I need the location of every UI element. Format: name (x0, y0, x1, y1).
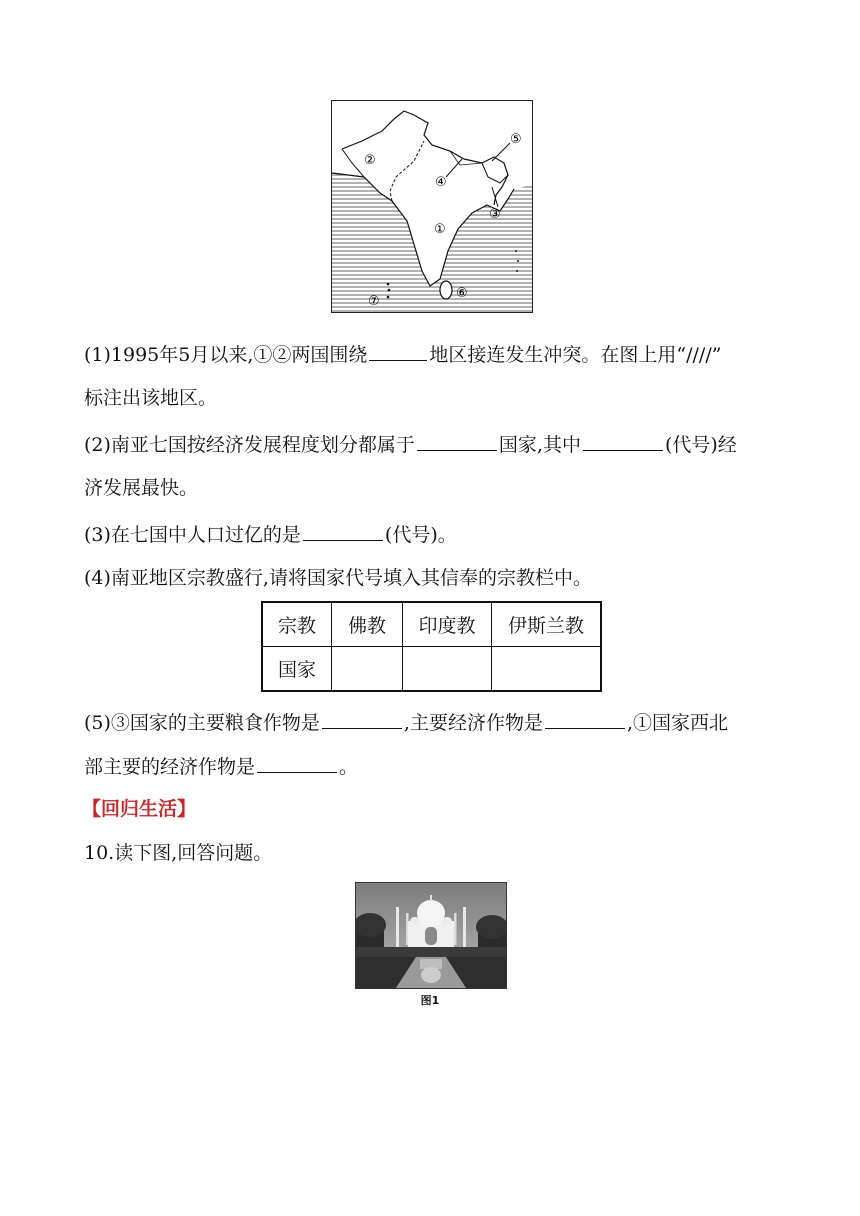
marker-4: ④ (435, 175, 447, 190)
question-5-text-a: (5)③国家的主要粮食作物是 (84, 712, 320, 734)
question-2-line-1 (84, 428, 784, 460)
marker-7: ⑦ (368, 294, 380, 309)
marker-6: ⑥ (456, 286, 468, 301)
table-row-label: 国家 (262, 647, 332, 692)
question-4-text: (4)南亚地区宗教盛行,请将国家代号填入其信奉的宗教栏中。 (84, 567, 592, 589)
answer-blank[interactable] (417, 428, 497, 451)
question-10 (84, 838, 784, 868)
question-10-text: 10.读下图,回答问题。 (84, 842, 273, 864)
table-header-cell: 宗教 (262, 602, 332, 647)
question-5-text-c: ,①国家西北 (626, 712, 729, 734)
question-2-text-b: 国家,其中 (498, 434, 581, 456)
question-1-line-1 (84, 338, 784, 370)
pak-border (390, 141, 424, 201)
question-2-line-2 (84, 473, 784, 503)
question-5-text-b: ,主要经济作物是 (403, 712, 543, 734)
question-5-text-d: 部主要的经济作物是 (84, 756, 256, 778)
question-1-text-a: (1)1995年5月以来,①②两国围绕 (84, 344, 368, 366)
question-1-line-2 (84, 383, 784, 413)
marker-3: ③ (489, 207, 501, 222)
west-border (342, 149, 364, 177)
answer-blank[interactable] (545, 706, 625, 729)
answer-blank[interactable] (369, 338, 427, 361)
figure-caption: 图1 (420, 994, 440, 1007)
answer-blank[interactable] (257, 750, 337, 773)
question-3-text-b: (代号)。 (384, 524, 457, 546)
marker-5: ⑤ (510, 132, 522, 147)
answer-blank[interactable] (583, 428, 663, 451)
question-3 (84, 518, 784, 550)
question-2-text-c: (代号)经 (664, 434, 737, 456)
religion-table (261, 601, 602, 692)
question-3-text-a: (3)在七国中人口过亿的是 (84, 524, 301, 546)
table-row (262, 602, 601, 647)
question-2-text-d: 济发展最快。 (84, 477, 199, 499)
south-asia-map (331, 100, 533, 313)
answer-blank[interactable] (322, 706, 402, 729)
table-answer-cell[interactable] (332, 647, 403, 692)
sea-hatching (332, 173, 532, 312)
question-2-text-a: (2)南亚七国按经济发展程度划分都属于 (84, 434, 415, 456)
table-header-cell: 印度教 (403, 602, 492, 647)
taj-mahal-photo (355, 882, 507, 989)
table-answer-cell[interactable] (492, 647, 602, 692)
question-1-text-b: 地区接连发生冲突。在图上用“////” (429, 344, 722, 366)
table-answer-cell[interactable] (403, 647, 492, 692)
question-5-text-e: 。 (339, 756, 359, 778)
marker-1: ① (434, 222, 446, 237)
bangladesh-border (482, 163, 508, 183)
table-header-cell: 伊斯兰教 (492, 602, 602, 647)
section-heading: 【回归生活】 (82, 798, 197, 820)
question-5-line-2 (84, 750, 784, 782)
marker-2: ② (364, 153, 376, 168)
table-header-cell: 佛教 (332, 602, 403, 647)
sri-lanka-shape (440, 281, 452, 299)
question-5-line-1 (84, 706, 784, 738)
answer-blank[interactable] (303, 518, 383, 541)
question-4 (84, 563, 784, 593)
table-row (262, 647, 601, 692)
question-1-text-c: 标注出该地区。 (84, 387, 218, 409)
